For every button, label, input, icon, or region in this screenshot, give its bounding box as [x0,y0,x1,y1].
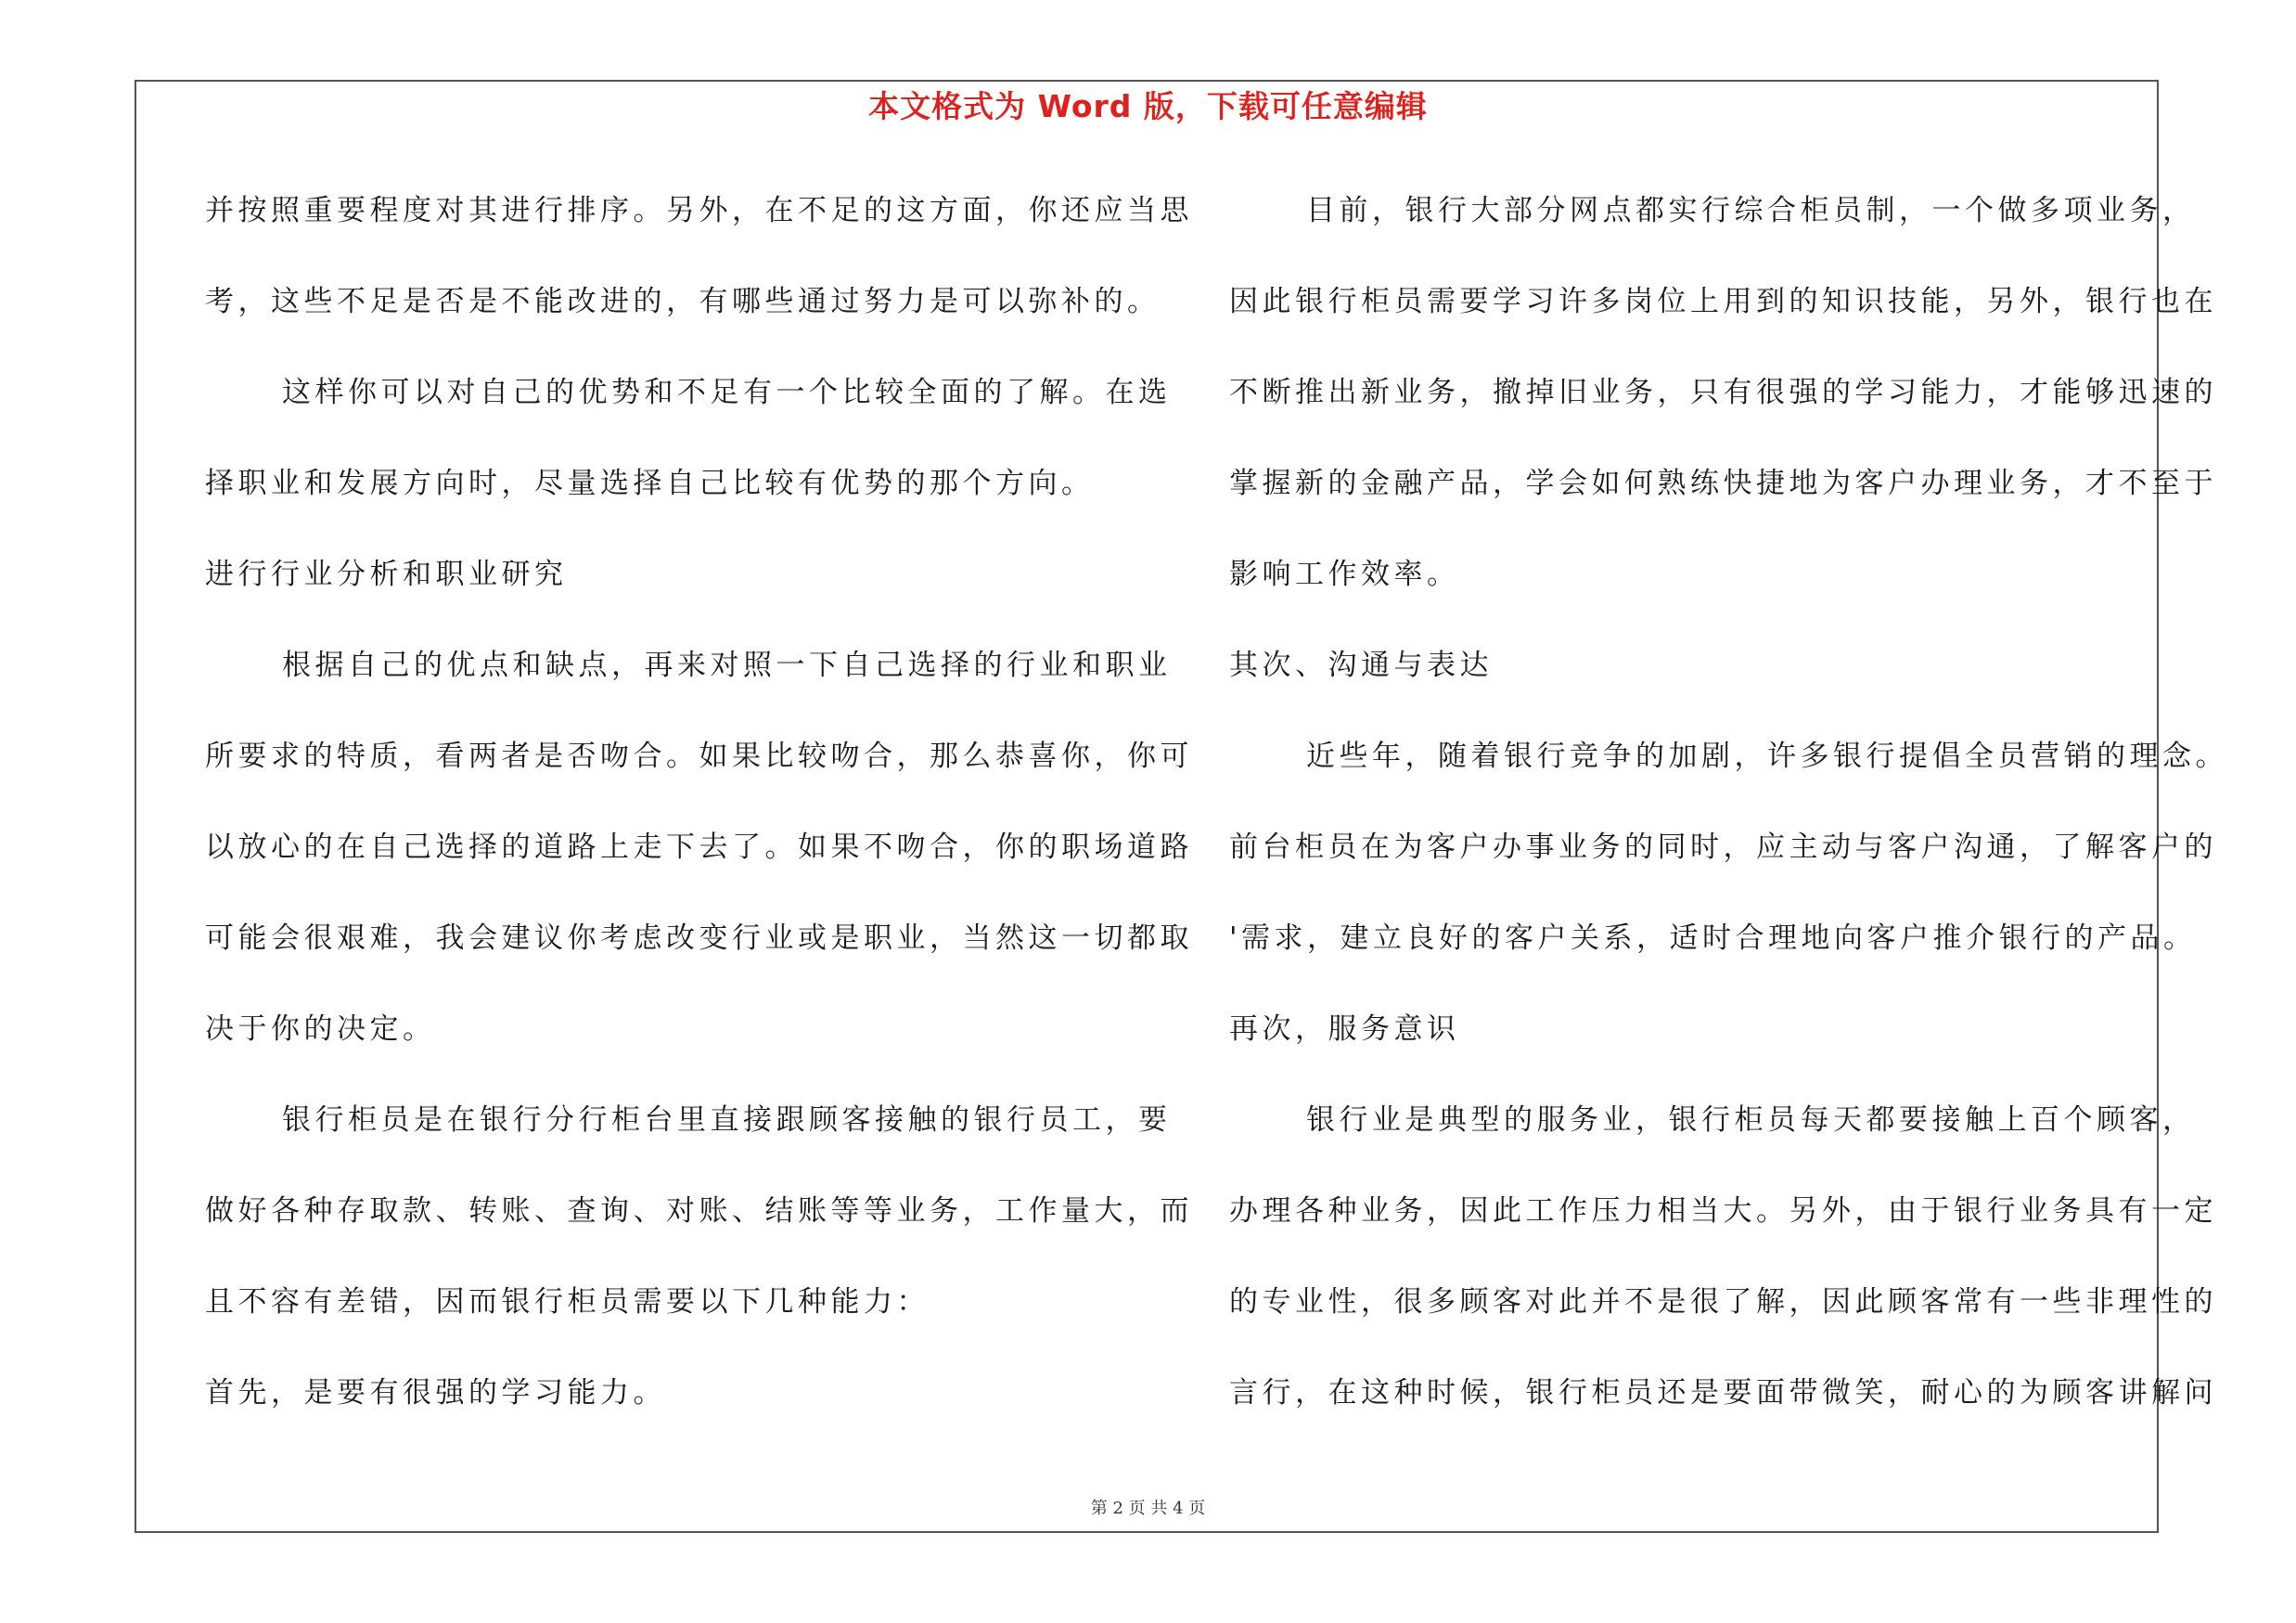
section-heading: 首先，是要有很强的学习能力。 [205,1376,666,1410]
text-line: 并按照重要程度对其进行排序。另外，在不足的这方面，你还应当思 [205,194,1193,227]
section-heading: 其次、沟通与表达 [1229,649,1493,682]
text-line: 可能会很艰难，我会建议你考虑改变行业或是职业，当然这一切都取 [205,921,1193,955]
right-text-column [1229,183,2228,1456]
header-banner: 本文格式为 Word 版，下载可任意编辑 [868,88,1428,124]
text-line: 不断推出新业务，撤掉旧业务，只有很强的学习能力，才能够迅速的 [1229,376,2217,409]
text-line: 近些年，随着银行竞争的加剧，许多银行提倡全员营销的理念。 [1306,740,2228,773]
text-line: 银行柜员是在银行分行柜台里直接跟顾客接触的银行员工，要 [282,1103,1172,1137]
text-line: 考，这些不足是否是不能改进的，有哪些通过努力是可以弥补的。 [205,285,1161,318]
text-line: 择职业和发展方向时，尽量选择自己比较有优势的那个方向。 [205,467,1095,500]
text-line: 根据自己的优点和缺点，再来对照一下自己选择的行业和职业 [282,649,1172,682]
text-line: 因此银行柜员需要学习许多岗位上用到的知识技能，另外，银行也在 [1229,285,2217,318]
section-heading: 进行行业分析和职业研究 [205,558,568,591]
text-line: 办理各种业务，因此工作压力相当大。另外，由于银行业务具有一定 [1229,1194,2217,1228]
text-line: 目前，银行大部分网点都实行综合柜员制，一个做多项业务， [1306,194,2196,227]
text-line: 这样你可以对自己的优势和不足有一个比较全面的了解。在选 [282,376,1172,409]
text-line: 做好各种存取款、转账、查询、对账、结账等等业务，工作量大，而 [205,1194,1193,1228]
text-line: 掌握新的金融产品，学会如何熟练快捷地为客户办理业务，才不至于 [1229,467,2217,500]
text-line: '需求，建立良好的客户关系，适时合理地向客户推介银行的产品。 [1229,921,2197,955]
page-number-footer: 第 2 页 共 4 页 [1090,1499,1206,1518]
text-line: 言行，在这种时候，银行柜员还是要面带微笑，耐心的为顾客讲解问 [1229,1376,2217,1410]
text-line: 所要求的特质，看两者是否吻合。如果比较吻合，那么恭喜你，你可 [205,740,1193,773]
text-line: 且不容有差错，因而银行柜员需要以下几种能力： [205,1285,930,1319]
section-heading: 再次，服务意识 [1229,1012,1460,1046]
text-line: 决于你的决定。 [205,1012,436,1046]
text-line: 前台柜员在为客户办事业务的同时，应主动与客户沟通，了解客户的 [1229,831,2217,864]
text-line: 影响工作效率。 [1229,558,1460,591]
text-line: 银行业是典型的服务业，银行柜员每天都要接触上百个顾客， [1306,1103,2196,1137]
text-line: 的专业性，很多顾客对此并不是很了解，因此顾客常有一些非理性的 [1229,1285,2217,1319]
left-text-column [205,183,1193,1456]
text-line: 以放心的在自己选择的道路上走下去了。如果不吻合，你的职场道路 [205,831,1193,864]
